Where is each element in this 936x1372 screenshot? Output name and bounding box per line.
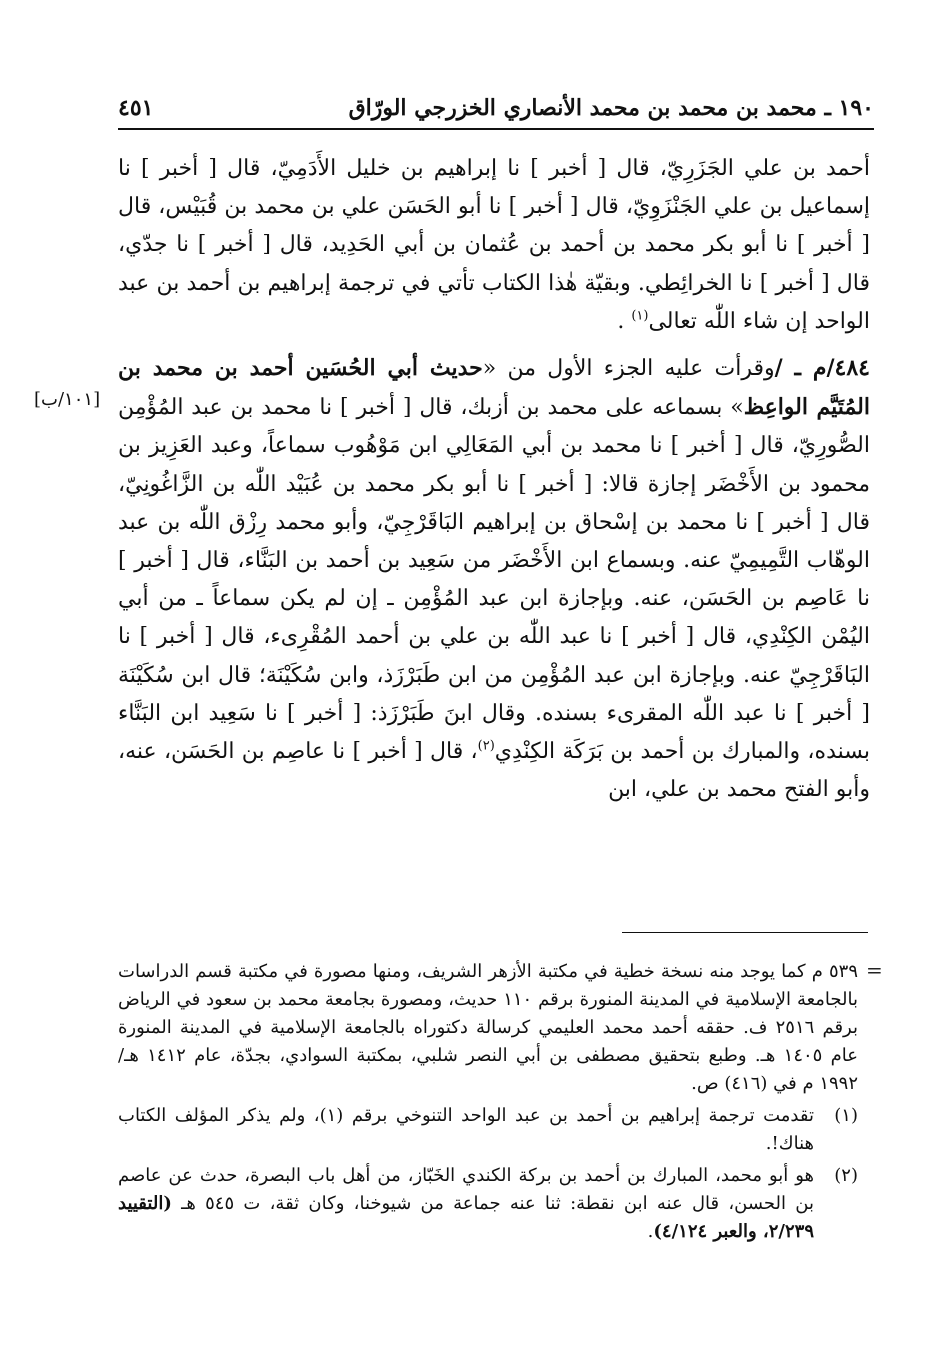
paragraph-continuation [118,150,870,341]
manuscript-folio-ref: [١٠١/ب] [34,389,101,410]
main-text [118,150,870,809]
running-title: ١٩٠ ـ محمد بن محمد بن محمد الأنصاري الخزرجي الورّاق [348,95,874,121]
footnotes [118,958,858,1246]
footnote-continued: ٥٣٩ م كما يوجد منه نسخة خطية في مكتبة الأزهر الشريف، ومنها مصورة في مكتبة قسم الدراسات بالجامعة الإسلامية في المدينة المنورة برقم ١١٠ حديث، ومصورة بجامعة محمد بن سعود في الرياض برقم ٢٥١٦ ف. حققه أحمد محمد العليمي كرسالة دكتوراه بالجامعة الإسلامية في المدينة المنورة عام ١٤٠٥ هـ. وطبع بتحقيق مصطفى بن أبي النصر شلبي، بمكتبة السوادي، بجدّة، عام ١٤١٢ هـ/١٩٩٢ م في (٤١٦) ص. [118,961,859,1094]
work-title: حديث أبي الحُسَين أحمد بن محمد بن المُتَيَّم الواعِظ [118,355,870,421]
footnote-ref-2: (٢) [477,738,495,754]
page-number: ٤٥١ [118,95,154,121]
entry-text-b: ، قال [ أخبر ] نا عاصِم بن الحَسَن، عنه، وأبو الفتح محمد بن علي، ابن [118,739,870,803]
footnote-continuation-mark: = [866,958,883,982]
footnote-ref-1: (١) [631,308,649,324]
entry-intro: وقرأت عليه الجزء الأول من « [482,356,775,382]
paragraph-1-text: أحمد بن علي الجَزَرِيّ، قال [ أخبر ] نا إبراهيم بن خليل الأَدَمِيّ، قال [ أخبر ] نا إسماعيل بن علي الجَنْزَوِيّ، قال [ أخبر ] نا أبو الحَسَن علي بن محمد بن قُبَيْس، قال [ أخبر ] نا أبو بكر محمد بن أحمد بن عُثمان بن أبي الحَدِيد، قال [ أخبر ] نا جدّي، قال [ أخبر ] نا الخرائِطي. وبقيّة هٰذا الكتاب تأتي في ترجمة إبراهيم بن أحمد بن عبد الواحد إن شاء اللّٰه تعالى [118,156,870,334]
entry-text-a: » بسماعه على محمد بن أزبك، قال [ أخبر ] نا محمد بن عبد المُؤْمِن الصُّورِيّ، قال [ أخبر ] نا محمد بن أبي المَعَالِي ابن مَوْهُوب سماعاً، وعبد العَزِيز بن محمود بن الأَخْضَر إجازة قالا: [ أخبر ] نا أبو بكر محمد بن عُبَيْد اللّٰه بن الزَّاغُونِيّ، قال [ أخبر ] نا محمد بن إسْحاق بن إبراهيم البَاقَرْجِيّ، وأبو محمد رِزْق اللّٰه بن عبد الوهّاب التَّمِيمِيّ عنه. وبسماع ابن الأَخْضَر من سَعِيد بن أحمد بن البَنَّاء، قال [ أخبر ] نا عَاصِم بن الحَسَن، عنه. وبإجازة ابن عبد المُؤْمِن ـ إن لم يكن سماعاً ـ من أبي اليُمْن الكِنْدِي، قال [ أخبر ] نا عبد اللّٰه بن علي بن أحمد المُقْرِىء، قال [ أخبر ] نا البَاقَرْجِيّ عنه. وبإجازة ابن عبد المُؤْمِن من ابن طَبَرْزَذ، وابن سُكَيْنَة؛ قال ابن سُكَيْنَة [ أخبر ] نا عبد اللّٰه المقرىء بسنده. وقال ابنَ طَبَرْزَذ: [ أخبر ] نا سَعِيد ابن البَنَّاء بسنده، والمبارك بن أحمد بن بَرَكَة الكِنْدِي [118,395,870,765]
footnote-2 [118,1162,858,1246]
footnote-1-text: تقدمت ترجمة إبراهيم بن أحمد بن عبد الواحد التنوخي برقم (١)، ولم يذكر المؤلف الكتاب هناك!. [118,1105,814,1154]
entry-number: ٤٨٤/م ـ / [774,355,870,382]
footnote-1 [118,1102,858,1158]
footnote-2-body [118,1162,814,1246]
footnote-2-end: . [647,1221,654,1242]
entry-484 [118,349,870,809]
footnote-2-text: هو أبو محمد، المبارك بن أحمد بن بركة الكندي الخَبّاز، من أهل باب البصرة، حدث عن عاصم بن الحسن، قال عنه ابن نقطة: ثنا عنه جماعة من شيوخنا، وكان ثقة، ت ٥٤٥ هـ [118,1165,815,1214]
footnote-divider [622,932,868,933]
footnote-1-number: (١) [834,1105,858,1126]
footnote-2-number: (٢) [834,1165,858,1186]
page-header [118,88,874,130]
footnote-2-sources: (التقييد ٢/٢٣٩، والعبر ٤/١٢٤) [118,1193,814,1242]
paragraph-1-end: . [617,308,632,334]
